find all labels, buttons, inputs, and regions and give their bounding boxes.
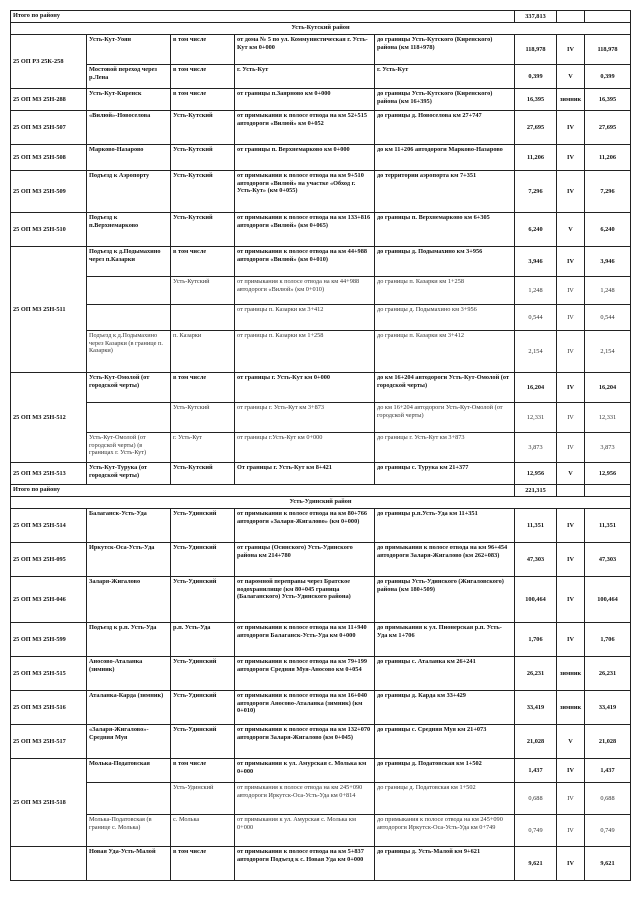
district-cell: Усть-Удинский [171,725,235,759]
total-value: 337,813 [515,11,557,23]
table-row [11,815,631,847]
length-cell: 16,395 [515,89,557,111]
district-cell: Усть-Кутский [171,145,235,171]
road-code-cell [11,847,87,881]
category-cell: IV [557,577,585,623]
segment-end-cell: до примыкания к полосе отвода на км 96+454 автодороги Заларя-Жигалово (км 262+083) [375,543,515,577]
district-cell: п. Казарки [171,331,235,373]
length-cell: 6,240 [515,213,557,247]
district-cell: Усть-Кутский [171,213,235,247]
length-cell: 1,248 [515,277,557,305]
road-code-cell: 25 ОП МЗ 25Н-516 [11,691,87,725]
road-code-cell: 25 ОП МЗ 25Н-517 [11,725,87,759]
segment-start-cell: от границы г. Усть-Кут км 0+000 [235,373,375,403]
segment-start-cell: от примыкания к полосе отвода на км 44+988 автодороги «Вилюй» (км 0+010) [235,277,375,305]
table-row [11,213,631,247]
segment-end-cell: до границы Усть-Удинского (Жигаловского) района (км 180+509) [375,577,515,623]
category-cell: IV [557,171,585,213]
top-total-row [11,11,631,23]
segment-start-cell: от примыкания к полосе отвода на км 132+070 автодороги Заларя-Жигалово (км 0+045) [235,725,375,759]
road-code-cell: 25 ОП МЗ 25Н-518 [11,759,87,847]
length-cell: 3,946 [515,247,557,277]
length-cell: 100,464 [515,577,557,623]
district-total-row [11,485,631,497]
category-cell: IV [557,783,585,815]
table-row [11,111,631,145]
length-cell: 0,749 [515,815,557,847]
district-cell: Усть-Удинский [171,509,235,543]
segment-end-cell: до границы п. Верхнемарково км 6+305 [375,213,515,247]
category-cell: V [557,213,585,247]
category-cell: IV [557,277,585,305]
section-title: Усть-Удинский район [11,497,631,509]
road-name-cell [87,305,171,331]
length-total-cell: 0,399 [585,65,631,89]
length-total-cell: 3,873 [585,433,631,463]
table-row [11,691,631,725]
road-name-cell: Новая Уда-Усть-Малой [87,847,171,881]
segment-end-cell: до км 16+204 автодороги Усть-Кут-Омолой (от городской черты) [375,403,515,433]
segment-start-cell: от примыкания к полосе отвода на км 11+940 автодороги Балаганск-Усть-Уда км 0+000 [235,623,375,657]
segment-end-cell: до границы д. Новоселова км 27+747 [375,111,515,145]
segment-start-cell: от примыкания к полосе отвода на км 79+199 автодороги Средняя Муя-Аносово км 0+054 [235,657,375,691]
length-total-cell: 27,695 [585,111,631,145]
segment-end-cell: до границы Усть-Кутского (Киренского) района (км 118+978) [375,35,515,65]
length-cell: 0,399 [515,65,557,89]
district-cell: Усть-Кутский [171,111,235,145]
segment-end-cell: до границы д. Карда км 33+429 [375,691,515,725]
category-cell: IV [557,247,585,277]
section-title: Усть-Кутский район [11,23,631,35]
table-row [11,463,631,485]
road-code-cell: 25 ОП МЗ 25Н-288 [11,89,87,111]
table-row [11,657,631,691]
table-row [11,509,631,543]
road-name-cell [87,783,171,815]
road-name-cell [87,403,171,433]
table-row [11,277,631,305]
length-cell: 21,028 [515,725,557,759]
road-code-cell: 25 ОП МЗ 25Н-514 [11,509,87,543]
length-total-cell: 1,706 [585,623,631,657]
segment-start-cell: от примыкания к полосе отвода на км 245+090 автодороги Иркутск-Оса-Усть-Уда км 0+814 [235,783,375,815]
segment-start-cell: г. Усть-Кут [235,65,375,89]
district-cell: Усть-Удинский [171,783,235,815]
segment-start-cell: от примыкания к полосе отвода на км 80+766 автодороги «Заларя-Жигалово» (км 0+000) [235,509,375,543]
road-name-cell: Аталанка-Карда (зимник) [87,691,171,725]
district-cell: р.п. Усть-Уда [171,623,235,657]
road-name-cell: «Заларя-Жигалово»-Средняя Муя [87,725,171,759]
table-row [11,543,631,577]
document-page [10,10,630,881]
segment-start-cell: от примыкания к полосе отвода на км 133+816 автодороги «Вилюй» (км 0+065) [235,213,375,247]
segment-end-cell: до границы с. Аталанка км 26+241 [375,657,515,691]
road-code-cell: 25 ОП МЗ 25Н-508 [11,145,87,171]
length-total-cell: 26,231 [585,657,631,691]
length-cell: 33,419 [515,691,557,725]
road-name-cell: Балаганск-Усть-Уда [87,509,171,543]
category-cell: зимник [557,89,585,111]
length-total-cell: 118,978 [585,35,631,65]
table-row [11,403,631,433]
road-name-cell: Аносово-Аталанка (зимник) [87,657,171,691]
district-cell: в том числе [171,759,235,783]
district-cell: Усть-Удинский [171,691,235,725]
category-cell: IV [557,305,585,331]
category-cell: IV [557,543,585,577]
table-row [11,89,631,111]
length-total-cell: 6,240 [585,213,631,247]
category-cell: IV [557,373,585,403]
district-cell: Усть-Удинский [171,657,235,691]
length-total-cell: 16,395 [585,89,631,111]
length-total-cell: 0,688 [585,783,631,815]
segment-start-cell: от границы г.Усть-Кут км 0+000 [235,433,375,463]
segment-start-cell: от паромной переправы через Братское водохранилище (км 80+045 граница (Балаганского) Усть-Удинского района) [235,577,375,623]
district-cell: в том числе [171,65,235,89]
total-value: 221,315 [515,485,557,497]
segment-end-cell: до границы г. Усть-Кут км 3+873 [375,433,515,463]
category-cell: IV [557,403,585,433]
segment-end-cell: до территории аэропорта км 7+351 [375,171,515,213]
length-cell: 118,978 [515,35,557,65]
road-name-cell: Заларя-Жигалово [87,577,171,623]
road-code-cell: 25 ОП МЗ 25Н-515 [11,657,87,691]
road-code-cell: 25 ОП МЗ 25Н-509 [11,171,87,213]
length-cell: 27,695 [515,111,557,145]
length-cell: 9,621 [515,847,557,881]
empty-cell [557,485,585,497]
segment-start-cell: от примыкания к полосе отвода на км 16+040 автодороги Аносово-Аталанка (зимник) (км 0+010) [235,691,375,725]
segment-end-cell: до км 16+204 автодороги Усть-Кут-Омолой (от городской черты) [375,373,515,403]
category-cell: V [557,463,585,485]
road-name-cell: Мостовой переход через р.Лена [87,65,171,89]
length-total-cell: 11,351 [585,509,631,543]
segment-end-cell: до границы п. Казарки км 3+412 [375,331,515,373]
road-code-cell: 25 ОП МЗ 25Н-510 [11,213,87,247]
district-cell: Усть-Кутский [171,171,235,213]
length-total-cell: 9,621 [585,847,631,881]
road-code-cell: 25 ОП МЗ 25Н-513 [11,463,87,485]
segment-end-cell: до границы д. Податовская км 1+502 [375,783,515,815]
length-cell: 1,706 [515,623,557,657]
road-code-cell: 25 ОП МЗ 25Н-095 [11,543,87,577]
category-cell: IV [557,433,585,463]
segment-start-cell: от примыкания к полосе отвода на км 52+515 автодороги «Вилюй» км 0+052 [235,111,375,145]
length-total-cell: 47,303 [585,543,631,577]
length-total-cell: 3,946 [585,247,631,277]
category-cell: IV [557,509,585,543]
road-name-cell: Подъезд к р.п. Усть-Уда [87,623,171,657]
road-name-cell: Усть-Кут-Киренск [87,89,171,111]
road-name-cell [87,277,171,305]
section-header-row [11,23,631,35]
category-cell: зимник [557,691,585,725]
length-cell: 7,296 [515,171,557,213]
table-row [11,331,631,373]
district-cell: в том числе [171,373,235,403]
category-cell: V [557,725,585,759]
table-row [11,373,631,403]
table-row [11,247,631,277]
segment-start-cell: от примыкания к ул. Амурская с. Молька км 0+000 [235,759,375,783]
length-cell: 3,873 [515,433,557,463]
length-cell: 1,437 [515,759,557,783]
length-total-cell: 11,206 [585,145,631,171]
segment-start-cell: от границы п. Верхнемарково км 0+000 [235,145,375,171]
category-cell: IV [557,759,585,783]
table-row [11,623,631,657]
road-code-cell: 25 ОП МЗ 25Н-512 [11,373,87,463]
length-cell: 11,206 [515,145,557,171]
table-row [11,433,631,463]
segment-start-cell: От границы г. Усть-Кут км 8+421 [235,463,375,485]
length-total-cell: 21,028 [585,725,631,759]
road-name-cell: Подъезд к Аэропорту [87,171,171,213]
road-code-cell: 25 ОП РЗ 25К-258 [11,35,87,89]
district-cell: Усть-Кутский [171,403,235,433]
road-name-cell: Марково-Назарово [87,145,171,171]
category-cell: IV [557,623,585,657]
district-cell: г. Усть-Кут [171,433,235,463]
length-total-cell: 12,331 [585,403,631,433]
table-body [11,11,631,881]
segment-start-cell: от примыкания к полосе отвода на км 44+988 автодороги «Вилюй» (км 0+010) [235,247,375,277]
segment-start-cell: от примыкания к полосе отвода на км 9+510 автодороги «Вилюй» на участке «Обход г. Усть-Кут» (км 0+055) [235,171,375,213]
total-label: Итого по району [11,11,515,23]
length-cell: 11,351 [515,509,557,543]
category-cell: IV [557,145,585,171]
table-row [11,783,631,815]
category-cell: V [557,65,585,89]
length-total-cell: 1,437 [585,759,631,783]
district-cell: в том числе [171,89,235,111]
length-total-cell: 33,419 [585,691,631,725]
segment-start-cell: от границы п. Казарки км 3+412 [235,305,375,331]
category-cell: IV [557,331,585,373]
road-name-cell: «Вилюй»-Новоселова [87,111,171,145]
length-cell: 0,688 [515,783,557,815]
district-cell: в том числе [171,247,235,277]
road-name-cell: Молька-Податовская [87,759,171,783]
road-code-cell: 25 ОП МЗ 25Н-511 [11,247,87,373]
roads-register-table [10,10,631,881]
district-cell [171,305,235,331]
length-cell: 26,231 [515,657,557,691]
table-row [11,65,631,89]
road-name-cell: Молька-Податовская (в границе с. Молька) [87,815,171,847]
length-total-cell: 0,749 [585,815,631,847]
segment-start-cell: от границы (Осинского) Усть-Удинского района км 214+780 [235,543,375,577]
segment-end-cell: до границы д. Усть-Малой км 9+621 [375,847,515,881]
table-row [11,145,631,171]
segment-end-cell: г. Усть-Кут [375,65,515,89]
segment-start-cell: от границы г. Усть-Кут км 3+873 [235,403,375,433]
segment-end-cell: до границы д. Податовская км 1+502 [375,759,515,783]
total-label: Итого по району [11,485,515,497]
segment-end-cell: до км 11+206 автодороги Марково-Назарово [375,145,515,171]
table-row [11,847,631,881]
segment-end-cell: до границы д. Подымахино км 3+956 [375,305,515,331]
segment-end-cell: до примыкания к ул. Пионерская р.п. Усть-Уда км 1+706 [375,623,515,657]
length-total-cell: 2,154 [585,331,631,373]
category-cell: IV [557,847,585,881]
segment-start-cell: от границы п.Заярново км 0+000 [235,89,375,111]
segment-end-cell: до границы д. Подымахино км 3+956 [375,247,515,277]
length-cell: 2,154 [515,331,557,373]
length-total-cell: 1,248 [585,277,631,305]
segment-end-cell: до границы п. Казарки км 1+258 [375,277,515,305]
length-cell: 12,331 [515,403,557,433]
length-total-cell: 12,956 [585,463,631,485]
category-cell: зимник [557,657,585,691]
road-name-cell: Усть-Кут-Омолой (от городской черты) (в границах г. Усть-Кут) [87,433,171,463]
length-cell: 47,303 [515,543,557,577]
district-cell: Усть-Кутский [171,463,235,485]
table-row [11,577,631,623]
road-name-cell: Иркутск-Оса-Усть-Уда [87,543,171,577]
table-row [11,759,631,783]
table-row [11,35,631,65]
segment-end-cell: до границы р.п.Усть-Уда км 11+351 [375,509,515,543]
road-code-cell: 25 ОП МЗ 25Н-599 [11,623,87,657]
table-row [11,305,631,331]
category-cell: IV [557,815,585,847]
category-cell: IV [557,35,585,65]
district-cell: с. Молька [171,815,235,847]
segment-start-cell: от примыкания к ул. Амурская с. Молька км 0+000 [235,815,375,847]
table-row [11,725,631,759]
road-code-cell: 25 ОП МЗ 25Н-507 [11,111,87,145]
road-name-cell: Подъезд к п.Верхнемарково [87,213,171,247]
district-cell: Усть-Удинский [171,577,235,623]
segment-start-cell: от границы п. Казарки км 1+258 [235,331,375,373]
length-total-cell: 16,204 [585,373,631,403]
road-name-cell: Усть-Кут-Турука (от городской черты) [87,463,171,485]
segment-start-cell: от примыкания к полосе отвода на км 5+837 автодороги Подъезд к с. Новая Уда км 0+000 [235,847,375,881]
road-name-cell: Усть-Кут-Омолой (от городской черты) [87,373,171,403]
length-cell: 0,544 [515,305,557,331]
road-name-cell: Усть-Кут-Уоян [87,35,171,65]
empty-cell [585,485,631,497]
district-cell: Усть-Удинский [171,543,235,577]
road-name-cell: Подъезд к д.Подымахино через Казарки (в границе п. Казарки) [87,331,171,373]
road-name-cell: Подъезд к д.Подымахино через п.Казарки [87,247,171,277]
length-total-cell: 0,544 [585,305,631,331]
length-total-cell: 7,296 [585,171,631,213]
road-code-cell: 25 ОП МЗ 25Н-046 [11,577,87,623]
category-cell: IV [557,111,585,145]
length-cell: 16,204 [515,373,557,403]
length-total-cell: 100,464 [585,577,631,623]
segment-end-cell: до границы с. Средняя Муя км 21+073 [375,725,515,759]
segment-end-cell: до границы Усть-Кутского (Киренского) района (км 16+395) [375,89,515,111]
segment-start-cell: от дома № 5 по ул. Коммунистическая г. Усть-Кут км 0+000 [235,35,375,65]
segment-end-cell: до границы с. Турука км 21+377 [375,463,515,485]
district-cell: в том числе [171,35,235,65]
segment-end-cell: до примыкания к полосе отвода на км 245+090 автодороги Иркутск-Оса-Усть-Уда км 0+749 [375,815,515,847]
length-cell: 12,956 [515,463,557,485]
district-cell: в том числе [171,847,235,881]
district-cell: Усть-Кутский [171,277,235,305]
table-row [11,171,631,213]
section-header-row [11,497,631,509]
